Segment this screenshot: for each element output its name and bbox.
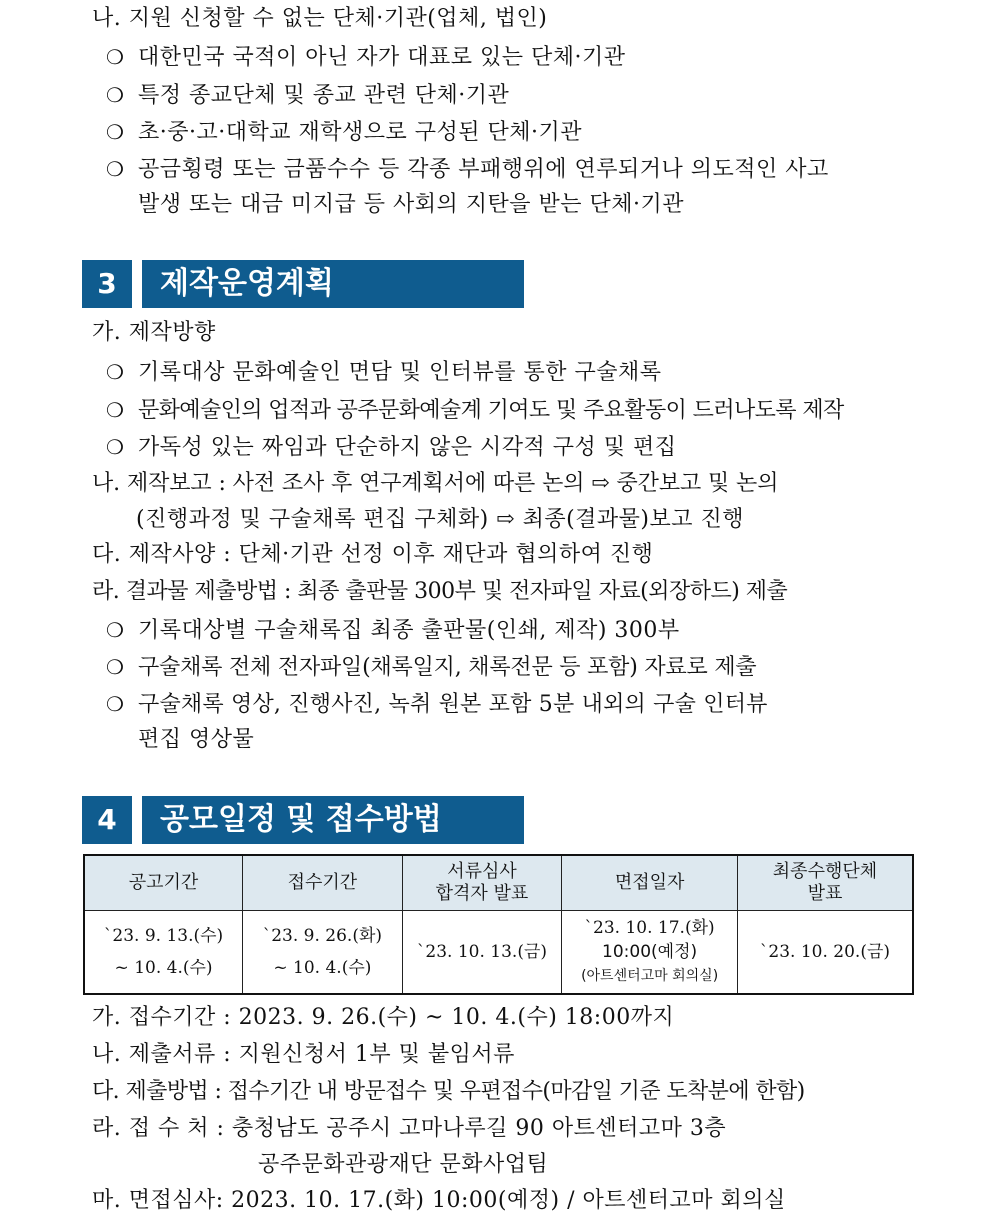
list-item: ❍ 초·중·고·대학교 재학생으로 구성된 단체·기관	[106, 117, 582, 148]
section-header-3	[82, 260, 524, 308]
list-item: ❍ 구술채록 전체 전자파일(채록일지, 채록전문 등 포함) 자료로 제출	[106, 652, 756, 683]
info-line-method: 다. 제출방법 : 접수기간 내 방문접수 및 우편접수(마감일 기준 도착분에 한함)	[92, 1079, 805, 1104]
table-cell: `23. 10. 13.(금)	[402, 911, 562, 995]
list-item: ❍ 가독성 있는 짜임과 단순하지 않은 시각적 구성 및 편집	[106, 432, 677, 463]
circle-bullet-icon: ❍	[106, 655, 125, 679]
circle-bullet-icon: ❍	[106, 120, 125, 144]
table-header-cell: 최종수행단체 발표	[737, 855, 913, 911]
table-header-cell: 공고기간	[84, 855, 243, 911]
subheading-direction: 가. 제작방향	[92, 320, 216, 345]
circle-bullet-icon: ❍	[106, 398, 125, 422]
report-line-cont: (진행과정 및 구술채록 편집 구체화) ⇨ 최종(결과물)보고 진행	[136, 507, 745, 532]
circle-bullet-icon: ❍	[106, 360, 125, 384]
circle-bullet-icon: ❍	[106, 692, 125, 716]
info-line-period: 가. 접수기간 : 2023. 9. 26.(수) ~ 10. 4.(수) 18:00까지	[92, 1005, 675, 1030]
schedule-table	[83, 854, 914, 995]
table-header-cell: 서류심사 합격자 발표	[402, 855, 562, 911]
table-header-row	[84, 855, 913, 911]
circle-bullet-icon: ❍	[106, 45, 125, 69]
circle-bullet-icon: ❍	[106, 435, 125, 459]
table-cell: `23. 10. 20.(금)	[737, 911, 913, 995]
info-line-documents: 나. 제출서류 : 지원신청서 1부 및 붙임서류	[92, 1042, 515, 1067]
info-line-address: 라. 접 수 처 : 충청남도 공주시 고마나루길 90 아트센터고마 3층	[92, 1116, 727, 1141]
info-line-address-cont: 공주문화관광재단 문화사업팀	[258, 1152, 549, 1177]
list-item: ❍ 특정 종교단체 및 종교 관련 단체·기관	[106, 80, 509, 111]
table-row	[84, 911, 913, 995]
table-cell: `23. 9. 26.(화) ~ 10. 4.(수)	[243, 911, 403, 995]
section-number: 4	[82, 796, 132, 844]
section-header-4	[82, 796, 524, 844]
list-item: ❍ 구술채록 영상, 진행사진, 녹취 원본 포함 5분 내외의 구술 인터뷰	[106, 689, 768, 720]
circle-bullet-icon: ❍	[106, 83, 125, 107]
ineligible-heading: 나. 지원 신청할 수 없는 단체·기관(업체, 법인)	[92, 6, 548, 31]
list-item: ❍ 공금횡령 또는 금품수수 등 각종 부패행위에 연루되거나 의도적인 사고	[106, 154, 829, 185]
circle-bullet-icon: ❍	[106, 618, 125, 642]
list-item-continuation: 발생 또는 대금 미지급 등 사회의 지탄을 받는 단체·기관	[138, 192, 684, 217]
list-item: ❍ 기록대상 문화예술인 면담 및 인터뷰를 통한 구술채록	[106, 357, 662, 388]
submission-line: 라. 결과물 제출방법 : 최종 출판물 300부 및 전자파일 자료(외장하드) 제출	[92, 579, 788, 604]
section-title: 제작운영계획	[142, 260, 524, 308]
info-line-interview: 마. 면접심사: 2023. 10. 17.(화) 10:00(예정) / 아트센터고마 회의실	[92, 1188, 786, 1213]
report-line: 나. 제작보고 : 사전 조사 후 연구계획서에 따른 논의 ⇨ 중간보고 및 논의	[92, 471, 779, 496]
list-item: ❍ 기록대상별 구술채록집 최종 출판물(인쇄, 제작) 300부	[106, 615, 680, 646]
list-item: ❍ 대한민국 국적이 아닌 자가 대표로 있는 단체·기관	[106, 42, 626, 73]
spec-line: 다. 제작사양 : 단체·기관 선정 이후 재단과 협의하여 진행	[92, 542, 654, 567]
list-item-continuation: 편집 영상물	[138, 727, 255, 752]
list-item: ❍ 문화예술인의 업적과 공주문화예술계 기여도 및 주요활동이 드러나도록 제작	[106, 395, 844, 426]
section-number: 3	[82, 260, 132, 308]
section-title: 공모일정 및 접수방법	[142, 796, 524, 844]
table-header-cell: 면접일자	[562, 855, 738, 911]
table-cell: `23. 9. 13.(수) ~ 10. 4.(수)	[84, 911, 243, 995]
table-cell: `23. 10. 17.(화) 10:00(예정) (아트센터고마 회의실)	[562, 911, 738, 995]
circle-bullet-icon: ❍	[106, 157, 125, 181]
table-header-cell: 접수기간	[243, 855, 403, 911]
